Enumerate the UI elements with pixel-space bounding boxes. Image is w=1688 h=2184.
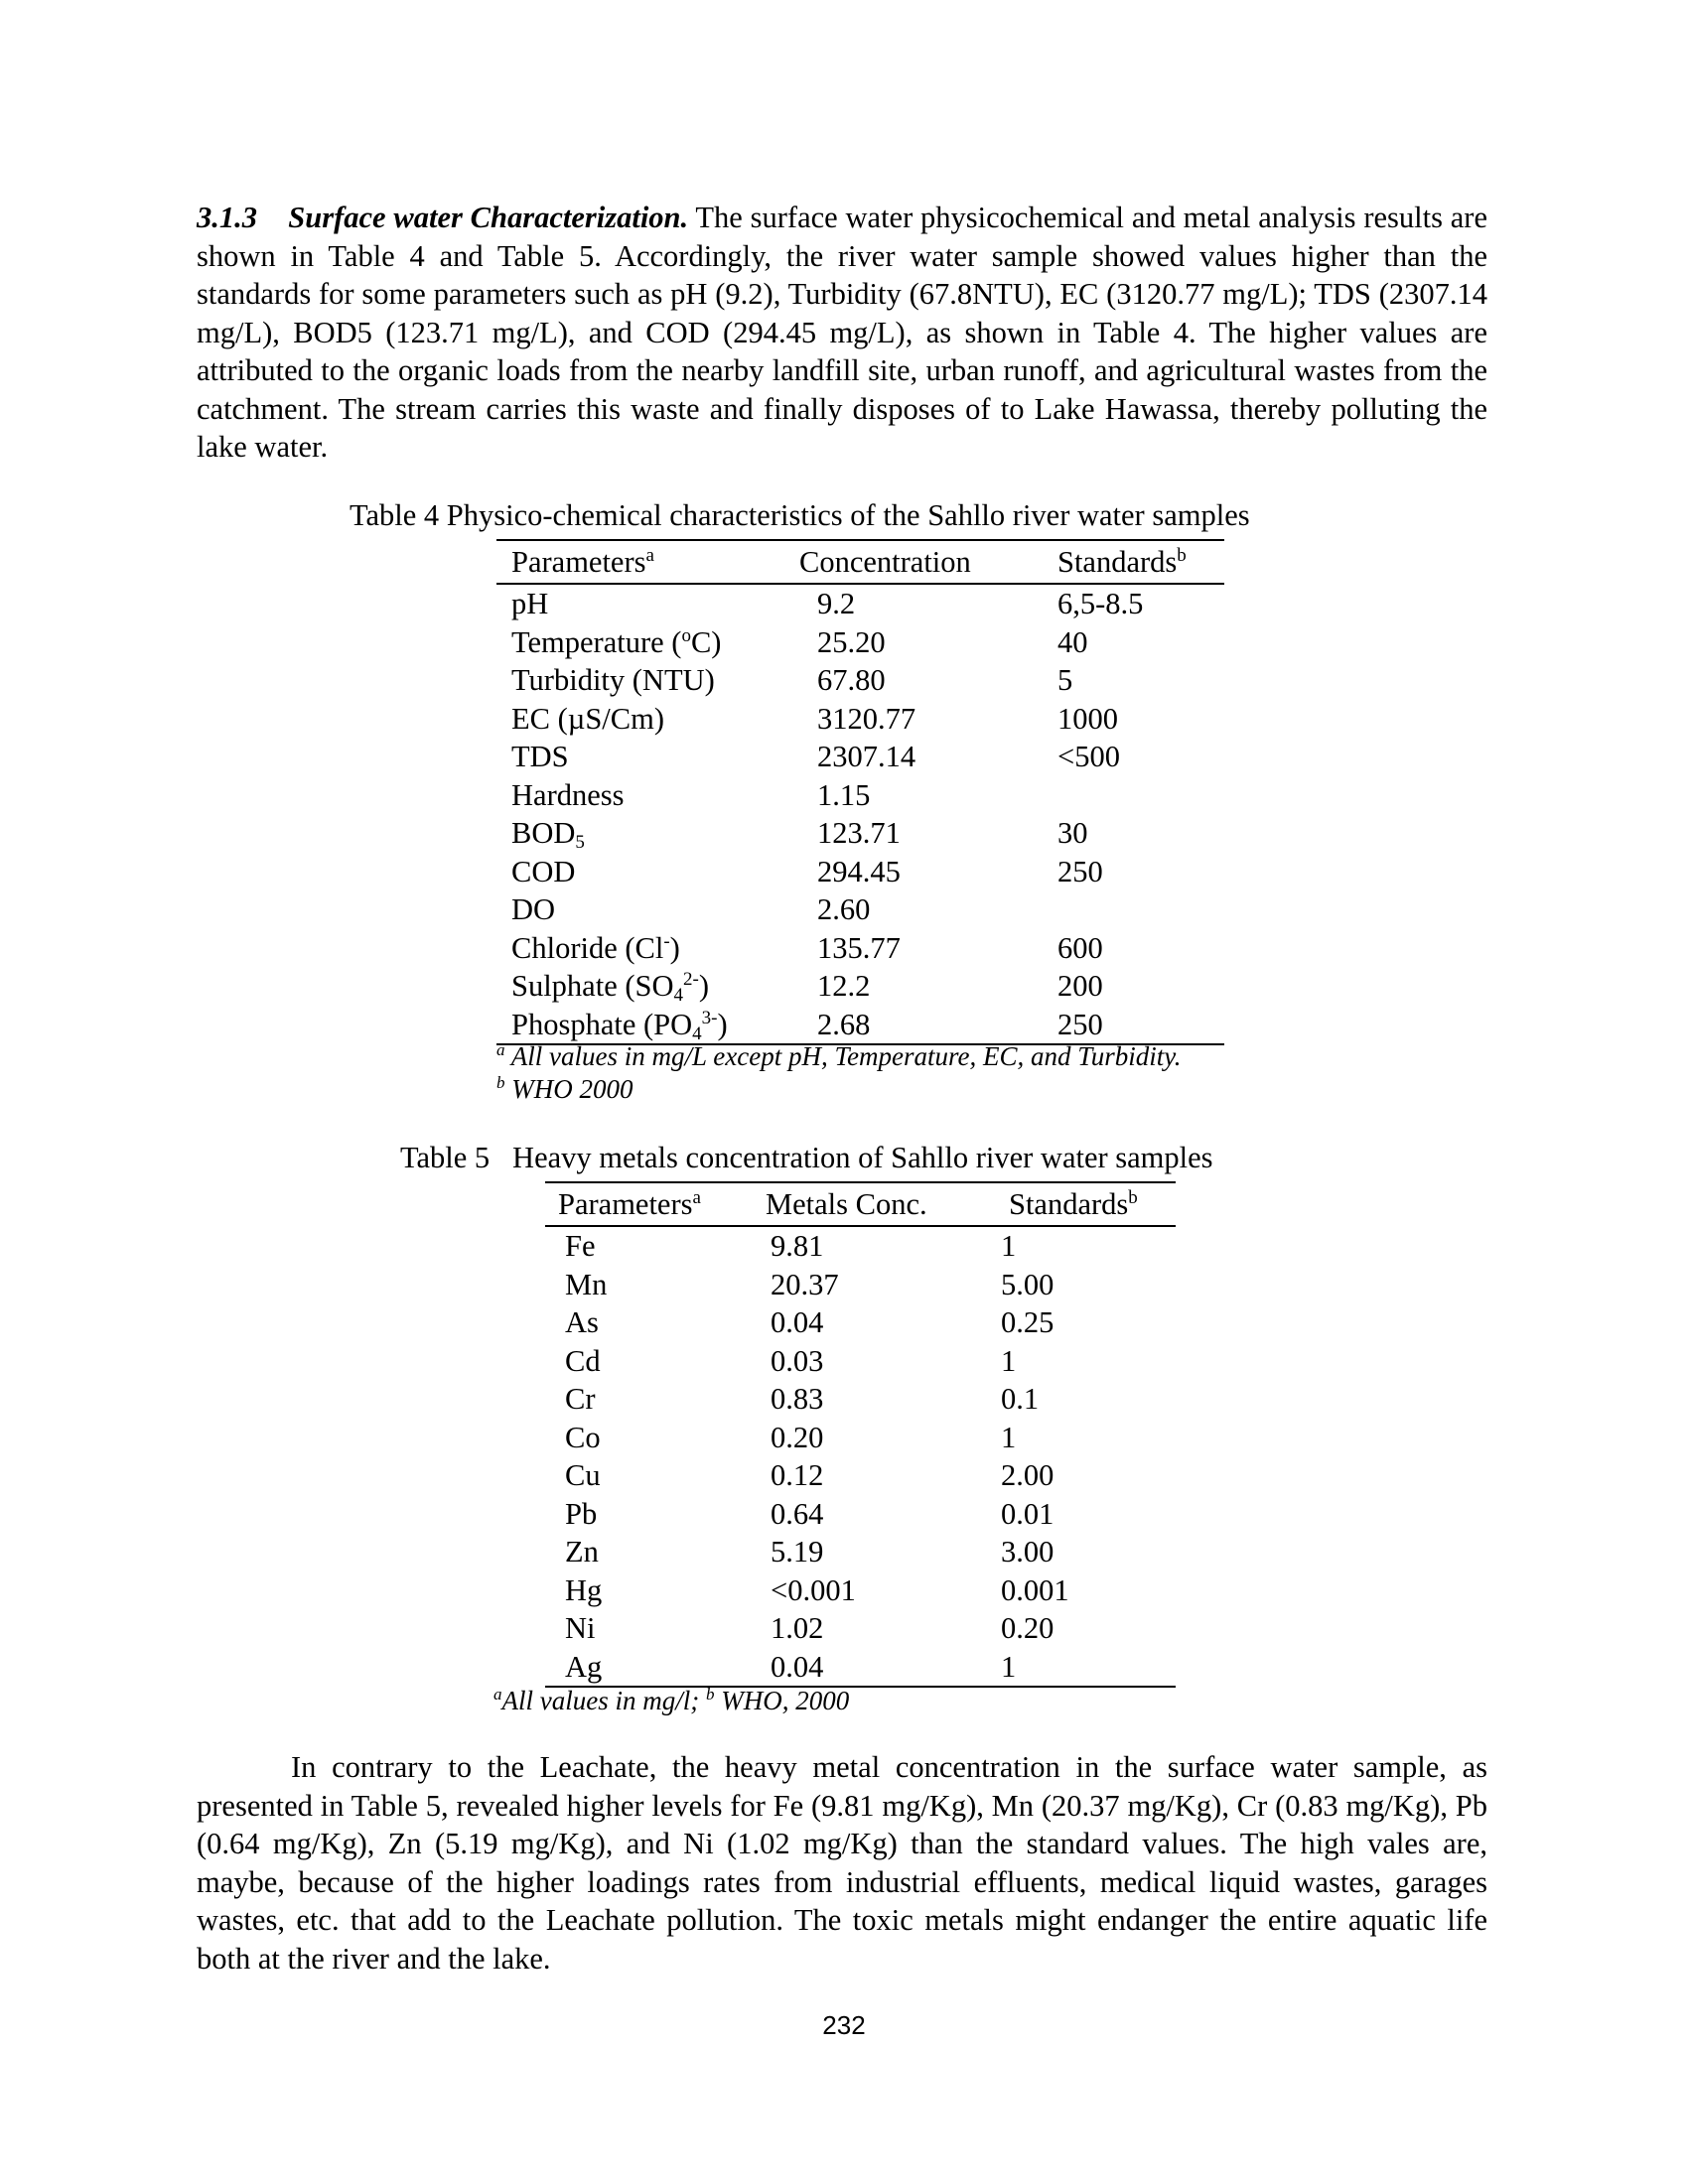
table4-cell-value: 123.71 bbox=[817, 816, 901, 850]
table4-note-b: $^b$ WHO 2000 bbox=[496, 1073, 633, 1104]
table5-cell-parameter: Ag bbox=[545, 1648, 766, 1688]
table4-row bbox=[496, 814, 1224, 853]
table5-cell-parameter: Zn bbox=[565, 1535, 599, 1569]
table5-cell-standard: 0.20 bbox=[1001, 1611, 1055, 1645]
table4-cell-value: 1.15 bbox=[817, 777, 871, 812]
table5-cell-standard: 5.00 bbox=[1001, 1267, 1055, 1301]
table5-cell-value: 9.81 bbox=[771, 1229, 824, 1263]
table5-note: $^a$All values in mg/l; $^b$ WHO, 2000 bbox=[493, 1685, 850, 1715]
table5-row bbox=[545, 1419, 1176, 1457]
table4-row bbox=[496, 700, 1224, 739]
table5-row bbox=[545, 1533, 1176, 1571]
table5-header-metals-conc: Metals Conc. bbox=[766, 1182, 997, 1226]
table5-cell-value: 1.02 bbox=[771, 1611, 824, 1645]
table4-caption: Table 4 Physico-chemical characteristics of the Sahllo river water samples bbox=[350, 498, 1250, 532]
table5-cell-parameter: Hg bbox=[565, 1572, 603, 1607]
table5-row bbox=[545, 1380, 1176, 1419]
table4-row bbox=[496, 776, 1224, 815]
table4-cell-parameter: $BOD_5$ bbox=[511, 816, 585, 853]
table4-cell-value: 9.2 bbox=[817, 587, 856, 620]
table5-cell-standard: 0.1 bbox=[1001, 1382, 1040, 1416]
table4-row bbox=[496, 584, 1224, 623]
table4-cell-value: 2.60 bbox=[817, 892, 871, 926]
table5-cell-standard: 3.00 bbox=[1001, 1535, 1055, 1569]
table5-row bbox=[545, 1226, 1176, 1266]
table4-cell-standard: 200 bbox=[1057, 969, 1103, 1003]
table5-cell-value: 0.04 bbox=[766, 1648, 997, 1688]
table5-cell-parameter: As bbox=[565, 1305, 599, 1339]
table4-cell-value: 294.45 bbox=[817, 854, 901, 888]
section-title: Surface water Characterization. bbox=[288, 201, 689, 234]
table5-cell-standard: 0.001 bbox=[1001, 1572, 1069, 1607]
table5-cell-value: 0.04 bbox=[771, 1305, 824, 1339]
table5-cell-value: 0.03 bbox=[771, 1343, 824, 1378]
table5-row bbox=[545, 1456, 1176, 1495]
table5-cell-parameter: Cd bbox=[565, 1343, 601, 1378]
table4-row bbox=[496, 929, 1224, 968]
table4-cell-parameter: DO bbox=[511, 892, 556, 926]
table4-cell-parameter: TDS bbox=[511, 740, 569, 773]
table4-header-row bbox=[496, 540, 1224, 584]
table4-header-standards: Standards$^b$ bbox=[1046, 540, 1224, 584]
table5-row bbox=[545, 1342, 1176, 1381]
table5-cell-standard: 2.00 bbox=[1001, 1458, 1055, 1492]
table4-cell-parameter: Hardness bbox=[511, 777, 625, 812]
table4-row bbox=[496, 853, 1224, 891]
table5 bbox=[545, 1181, 1176, 1688]
table4-cell-value: 3120.77 bbox=[817, 701, 916, 736]
table4-cell-parameter: COD bbox=[511, 854, 576, 888]
table5-cell-parameter: Cu bbox=[565, 1458, 601, 1492]
table5-cell-parameter: Pb bbox=[565, 1496, 598, 1531]
table5-cell-standard: 1 bbox=[997, 1648, 1176, 1688]
table4-cell-standard: 250 bbox=[1046, 1006, 1224, 1045]
table4-row bbox=[496, 1006, 1224, 1045]
table5-cell-parameter: Cr bbox=[565, 1382, 596, 1416]
table5-caption: Table 5 Heavy metals concentration of Sahllo river water samples bbox=[400, 1141, 1213, 1174]
table5-row bbox=[545, 1266, 1176, 1304]
table4-row bbox=[496, 890, 1224, 929]
table4-cell-parameter: Sulphate $(SO_4^{2-})$ bbox=[511, 969, 710, 1006]
table5-cell-standard: 1 bbox=[1001, 1229, 1017, 1263]
table5-row bbox=[545, 1303, 1176, 1342]
table5-cell-value: 0.64 bbox=[771, 1496, 824, 1531]
table4-cell-parameter: Temperature ($^o$C) bbox=[511, 624, 722, 659]
table4-cell-standard: 6,5-8.5 bbox=[1057, 587, 1144, 620]
table4-header-concentration: Concentration bbox=[799, 540, 1046, 584]
table4-cell-standard: 1000 bbox=[1057, 701, 1118, 736]
table4-header-parameters: Parameters$^a$ bbox=[496, 540, 799, 584]
table5-header-parameters: Parameters$^a$ bbox=[545, 1182, 766, 1226]
table5-cell-standard: 0.01 bbox=[1001, 1496, 1055, 1531]
table5-cell-value: 5.19 bbox=[771, 1535, 824, 1569]
table5-cell-value: 0.12 bbox=[771, 1458, 824, 1492]
table5-header-row bbox=[545, 1182, 1176, 1226]
table5-cell-parameter: Co bbox=[565, 1420, 601, 1454]
table4-cell-standard: 5 bbox=[1057, 663, 1073, 697]
table5-cell-value: 0.20 bbox=[771, 1420, 824, 1454]
table4-cell-value: 12.2 bbox=[817, 969, 871, 1003]
table4-cell-value: 2.68 bbox=[799, 1006, 1046, 1045]
table5-cell-parameter: Ni bbox=[565, 1611, 596, 1645]
table4-cell-value: 67.80 bbox=[817, 663, 886, 697]
table4-note-a: $^a$ All values in mg/L except pH, Temperature, EC, and Turbidity. bbox=[496, 1040, 1182, 1071]
table4-cell-value: 25.20 bbox=[817, 624, 886, 659]
table4 bbox=[496, 539, 1224, 1045]
table4-row bbox=[496, 623, 1224, 662]
table5-cell-value: <0.001 bbox=[771, 1572, 856, 1607]
table4-row bbox=[496, 738, 1224, 776]
table4-cell-parameter: Phosphate $(PO_4^{3-})$ bbox=[496, 1006, 799, 1045]
table5-row bbox=[545, 1609, 1176, 1648]
table5-cell-value: 20.37 bbox=[771, 1267, 839, 1301]
table4-cell-value: 2307.14 bbox=[817, 740, 916, 773]
table5-row bbox=[545, 1571, 1176, 1610]
table4-cell-value: 135.77 bbox=[817, 930, 901, 965]
table4-cell-parameter: EC (µS/Cm) bbox=[511, 701, 664, 736]
table4-cell-standard: 250 bbox=[1057, 854, 1103, 888]
table4-cell-standard bbox=[1046, 776, 1224, 815]
table5-cell-parameter: Mn bbox=[565, 1267, 608, 1301]
table4-row bbox=[496, 967, 1224, 1006]
table4-cell-standard bbox=[1046, 890, 1224, 929]
page-number: 232 bbox=[822, 2010, 866, 2040]
table4-cell-standard: 30 bbox=[1057, 816, 1088, 850]
table4-cell-standard: <500 bbox=[1057, 740, 1120, 773]
table4-cell-parameter: pH bbox=[511, 587, 549, 620]
section-body: The surface water physicochemical and metal analysis results are shown in Table 4 and Table 5. Accordingly, the river water sample showed values higher than the standards for some parameters such as pH (9.2), Turbidity (67.8NTU), EC (3120.77 mg/L); TDS (2307.14 mg/L), BOD5 (123.71 mg/L), and COD (294.45 mg/L), as shown in Table 4. The higher values are attributed to the organic loads from the nearby landfill site, urban runoff, and agricultural wastes from the catchment. The stream carries this waste and finally disposes of to Lake Hawassa, thereby polluting the lake water. bbox=[197, 201, 1487, 464]
table5-row bbox=[545, 1648, 1176, 1688]
table5-header-standards: Standards$^b$ bbox=[997, 1182, 1176, 1226]
table4-cell-parameter: Turbidity (NTU) bbox=[511, 663, 715, 697]
table5-cell-standard: 0.25 bbox=[1001, 1305, 1055, 1339]
table4-cell-parameter: Chloride (Cl-) bbox=[511, 930, 680, 965]
table4-cell-standard: 40 bbox=[1057, 624, 1088, 659]
section-number: 3.1.3 bbox=[197, 201, 257, 234]
table4-row bbox=[496, 661, 1224, 700]
table5-cell-parameter: Fe bbox=[565, 1229, 596, 1263]
section-paragraph bbox=[197, 199, 1487, 467]
table5-cell-value: 0.83 bbox=[771, 1382, 824, 1416]
table5-row bbox=[545, 1495, 1176, 1534]
table5-cell-standard: 1 bbox=[1001, 1343, 1017, 1378]
table4-cell-standard: 600 bbox=[1057, 930, 1103, 965]
table5-cell-standard: 1 bbox=[1001, 1420, 1017, 1454]
results-paragraph: In contrary to the Leachate, the heavy metal concentration in the surface water sample, as presented in Table 5, revealed higher levels for Fe (9.81 mg/Kg), Mn (20.37 mg/Kg), Cr (0.83 mg/Kg), Pb (0.64 mg/Kg), Zn (5.19 mg/Kg), and Ni (1.02 mg/Kg) than the standard values. The high vales are, maybe, because of the higher loadings rates from industrial effluents, medical liquid wastes, garages wastes, etc. that add to the Leachate pollution. The toxic metals might endanger the entire aquatic life both at the river and the lake. bbox=[197, 1750, 1487, 1976]
